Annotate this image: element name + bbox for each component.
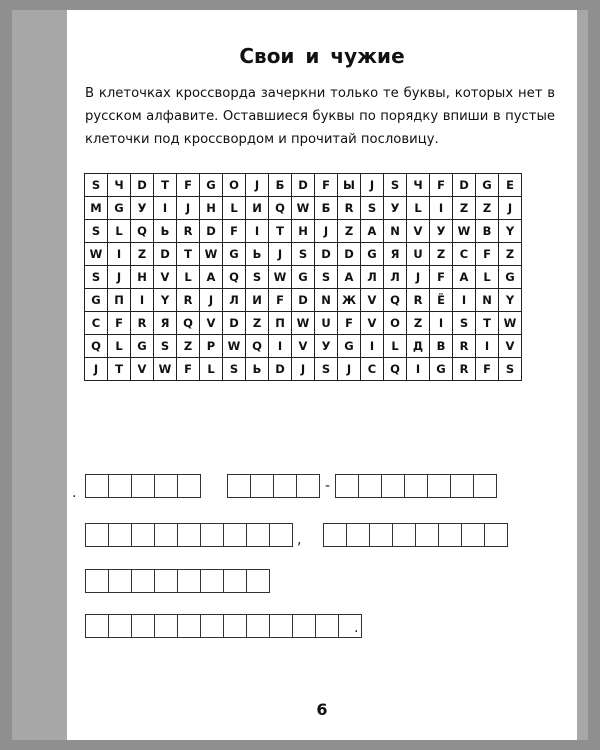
grid-row: [85, 220, 522, 243]
grid-cell[interactable]: R: [407, 289, 430, 312]
grid-cell[interactable]: Ь: [154, 220, 177, 243]
answer-box[interactable]: [335, 474, 359, 498]
grid-cell[interactable]: S: [223, 358, 246, 381]
answer-box[interactable]: [177, 474, 201, 498]
answer-box[interactable]: [292, 614, 316, 638]
grid-cell[interactable]: F: [269, 289, 292, 312]
grid-cell[interactable]: H: [200, 197, 223, 220]
answer-box[interactable]: [200, 523, 224, 547]
grid-cell[interactable]: L: [108, 335, 131, 358]
grid-cell[interactable]: S: [453, 312, 476, 335]
grid-cell[interactable]: V: [361, 312, 384, 335]
answer-box[interactable]: [269, 523, 293, 547]
grid-cell[interactable]: W: [269, 266, 292, 289]
grid-cell[interactable]: V: [499, 335, 522, 358]
grid-cell[interactable]: W: [292, 312, 315, 335]
grid-cell[interactable]: N: [476, 289, 499, 312]
grid-cell[interactable]: J: [407, 266, 430, 289]
grid-cell[interactable]: L: [223, 197, 246, 220]
grid-cell[interactable]: D: [315, 243, 338, 266]
answer-box[interactable]: [250, 474, 274, 498]
grid-cell[interactable]: У: [430, 220, 453, 243]
answer-box[interactable]: [404, 474, 428, 498]
grid-cell[interactable]: D: [453, 174, 476, 197]
answer-box[interactable]: [154, 474, 178, 498]
grid-row: [85, 289, 522, 312]
stray-dot: .: [72, 485, 77, 501]
grid-cell[interactable]: F: [315, 174, 338, 197]
letter-grid: [84, 173, 522, 381]
answer-box[interactable]: [200, 569, 224, 593]
grid-cell[interactable]: D: [223, 312, 246, 335]
grid-cell[interactable]: Ч: [407, 174, 430, 197]
grid-cell[interactable]: S: [315, 358, 338, 381]
answer-box[interactable]: [415, 523, 439, 547]
grid-cell[interactable]: P: [200, 335, 223, 358]
grid-cell[interactable]: I: [361, 335, 384, 358]
grid-cell[interactable]: R: [177, 220, 200, 243]
grid-cell[interactable]: Z: [499, 243, 522, 266]
instructions-text: В клеточках кроссворда зачеркни только те буквы, которых нет в русском алфавите. Оставшиеся буквы по порядку впиши в пустые клеточки под кроссвордом и прочитай пословицу.: [85, 86, 555, 147]
grid-cell[interactable]: W: [85, 243, 108, 266]
answer-box[interactable]: [484, 523, 508, 547]
grid-row: [85, 312, 522, 335]
grid-cell[interactable]: D: [292, 289, 315, 312]
answer-box[interactable]: [381, 474, 405, 498]
grid-cell[interactable]: C: [85, 312, 108, 335]
grid-cell[interactable]: J: [292, 358, 315, 381]
grid-cell[interactable]: E: [499, 174, 522, 197]
grid-cell[interactable]: S: [384, 174, 407, 197]
grid-cell[interactable]: J: [108, 266, 131, 289]
grid-cell[interactable]: S: [315, 266, 338, 289]
grid-cell[interactable]: S: [154, 335, 177, 358]
grid-cell[interactable]: J: [315, 220, 338, 243]
grid-cell[interactable]: D: [338, 243, 361, 266]
grid-row: [85, 174, 522, 197]
grid-cell[interactable]: Q: [131, 220, 154, 243]
grid-cell[interactable]: N: [384, 220, 407, 243]
grid-cell[interactable]: S: [361, 197, 384, 220]
answer-box[interactable]: [108, 474, 132, 498]
grid-cell[interactable]: L: [177, 266, 200, 289]
grid-cell[interactable]: L: [476, 266, 499, 289]
grid-cell[interactable]: Q: [384, 289, 407, 312]
answer-box[interactable]: [154, 569, 178, 593]
grid-cell[interactable]: Д: [407, 335, 430, 358]
answer-box[interactable]: [438, 523, 462, 547]
grid-cell[interactable]: Л: [384, 266, 407, 289]
answer-box[interactable]: [154, 614, 178, 638]
comma-mark: ,: [297, 532, 302, 548]
grid-cell[interactable]: W: [292, 197, 315, 220]
page-title: Свои и чужие: [239, 44, 405, 68]
grid-cell[interactable]: В: [476, 220, 499, 243]
grid-cell[interactable]: Л: [223, 289, 246, 312]
grid-cell[interactable]: У: [131, 197, 154, 220]
grid-cell[interactable]: S: [85, 266, 108, 289]
grid-cell[interactable]: W: [223, 335, 246, 358]
grid-cell[interactable]: П: [269, 312, 292, 335]
grid-cell[interactable]: I: [131, 289, 154, 312]
grid-cell[interactable]: I: [407, 358, 430, 381]
answer-box[interactable]: [108, 614, 132, 638]
answer-box[interactable]: [223, 614, 247, 638]
grid-cell[interactable]: A: [453, 266, 476, 289]
grid-cell[interactable]: У: [384, 197, 407, 220]
answer-word-7: [85, 614, 361, 638]
grid-cell[interactable]: J: [269, 243, 292, 266]
grid-cell[interactable]: S: [292, 243, 315, 266]
answer-box[interactable]: [246, 523, 270, 547]
answer-word-1: [85, 474, 200, 498]
answer-box[interactable]: [223, 523, 247, 547]
answer-box[interactable]: [358, 474, 382, 498]
grid-cell[interactable]: I: [430, 197, 453, 220]
grid-cell[interactable]: Z: [453, 197, 476, 220]
grid-cell[interactable]: S: [85, 174, 108, 197]
page-number: 6: [316, 700, 328, 719]
answer-box[interactable]: [450, 474, 474, 498]
grid-cell[interactable]: M: [85, 197, 108, 220]
grid-cell[interactable]: V: [131, 358, 154, 381]
grid-cell[interactable]: Я: [384, 243, 407, 266]
period-mark: .: [354, 620, 359, 636]
grid-cell[interactable]: W: [499, 312, 522, 335]
grid-cell[interactable]: И: [246, 197, 269, 220]
answer-box[interactable]: [473, 474, 497, 498]
grid-cell[interactable]: G: [131, 335, 154, 358]
grid-cell[interactable]: J: [246, 174, 269, 197]
grid-cell[interactable]: F: [177, 174, 200, 197]
grid-cell[interactable]: A: [361, 220, 384, 243]
grid-cell[interactable]: B: [430, 335, 453, 358]
grid-cell[interactable]: J: [499, 197, 522, 220]
answer-box[interactable]: [131, 523, 155, 547]
grid-cell[interactable]: Ж: [338, 289, 361, 312]
answer-word-3: [335, 474, 496, 498]
grid-cell[interactable]: П: [108, 289, 131, 312]
grid-cell[interactable]: Y: [499, 220, 522, 243]
answer-word-4: [85, 523, 292, 547]
grid-cell[interactable]: Б: [269, 174, 292, 197]
grid-cell[interactable]: U: [315, 312, 338, 335]
grid-row: [85, 197, 522, 220]
worksheet-page: [67, 10, 577, 740]
grid-cell[interactable]: Б: [315, 197, 338, 220]
grid-row: [85, 335, 522, 358]
answer-box[interactable]: [427, 474, 451, 498]
grid-cell[interactable]: Z: [177, 335, 200, 358]
grid-cell[interactable]: L: [384, 335, 407, 358]
grid-cell[interactable]: R: [131, 312, 154, 335]
grid-cell[interactable]: R: [453, 358, 476, 381]
grid-cell[interactable]: J: [361, 174, 384, 197]
answer-box[interactable]: [392, 523, 416, 547]
grid-cell[interactable]: A: [200, 266, 223, 289]
answer-box[interactable]: [85, 523, 109, 547]
grid-cell[interactable]: I: [453, 289, 476, 312]
grid-cell[interactable]: Q: [223, 266, 246, 289]
grid-cell[interactable]: I: [476, 335, 499, 358]
grid-cell[interactable]: J: [338, 358, 361, 381]
answer-box[interactable]: [108, 523, 132, 547]
grid-cell[interactable]: Ы: [338, 174, 361, 197]
answer-box[interactable]: [108, 569, 132, 593]
grid-cell[interactable]: G: [338, 335, 361, 358]
grid-cell[interactable]: V: [361, 289, 384, 312]
grid-cell[interactable]: F: [108, 312, 131, 335]
grid-cell[interactable]: Y: [154, 289, 177, 312]
grid-cell[interactable]: F: [476, 358, 499, 381]
grid-cell[interactable]: R: [453, 335, 476, 358]
grid-cell[interactable]: Z: [407, 312, 430, 335]
answer-box[interactable]: [461, 523, 485, 547]
answer-box[interactable]: [223, 569, 247, 593]
grid-cell[interactable]: H: [131, 266, 154, 289]
grid-cell[interactable]: D: [131, 174, 154, 197]
grid-cell[interactable]: G: [499, 266, 522, 289]
grid-cell[interactable]: Z: [430, 243, 453, 266]
answer-box[interactable]: [269, 614, 293, 638]
grid-cell[interactable]: T: [476, 312, 499, 335]
grid-cell[interactable]: Ё: [430, 289, 453, 312]
grid-cell[interactable]: Q: [246, 335, 269, 358]
grid-cell[interactable]: S: [85, 220, 108, 243]
grid-cell[interactable]: L: [407, 197, 430, 220]
answer-box[interactable]: [177, 614, 201, 638]
grid-cell[interactable]: D: [154, 243, 177, 266]
answer-box[interactable]: [131, 569, 155, 593]
grid-cell[interactable]: C: [453, 243, 476, 266]
answer-word-2: [227, 474, 319, 498]
grid-cell[interactable]: Ч: [108, 174, 131, 197]
grid-cell[interactable]: D: [292, 174, 315, 197]
grid-cell[interactable]: L: [200, 358, 223, 381]
dash-mark: -: [325, 478, 331, 494]
grid-cell[interactable]: Z: [131, 243, 154, 266]
grid-cell[interactable]: G: [430, 358, 453, 381]
grid-cell[interactable]: Q: [269, 197, 292, 220]
grid-cell[interactable]: J: [177, 197, 200, 220]
grid-cell[interactable]: G: [223, 243, 246, 266]
grid-cell[interactable]: V: [292, 335, 315, 358]
grid-cell[interactable]: Z: [246, 312, 269, 335]
answer-box[interactable]: [273, 474, 297, 498]
grid-cell[interactable]: N: [315, 289, 338, 312]
grid-cell[interactable]: И: [246, 289, 269, 312]
grid-cell[interactable]: Q: [177, 312, 200, 335]
answer-box[interactable]: [131, 474, 155, 498]
answer-box[interactable]: [85, 474, 109, 498]
grid-cell[interactable]: S: [246, 266, 269, 289]
grid-cell[interactable]: G: [200, 174, 223, 197]
answer-box[interactable]: [369, 523, 393, 547]
grid-cell[interactable]: I: [246, 220, 269, 243]
grid-cell[interactable]: F: [430, 266, 453, 289]
grid-cell[interactable]: G: [361, 243, 384, 266]
grid-row: [85, 266, 522, 289]
grid-cell[interactable]: F: [223, 220, 246, 243]
answer-word-6: [85, 569, 269, 593]
grid-cell[interactable]: T: [177, 243, 200, 266]
grid-cell[interactable]: S: [499, 358, 522, 381]
grid-cell[interactable]: G: [292, 266, 315, 289]
grid-cell[interactable]: D: [269, 358, 292, 381]
answer-box[interactable]: [296, 474, 320, 498]
grid-row: [85, 243, 522, 266]
grid-cell[interactable]: R: [338, 197, 361, 220]
answer-box[interactable]: [85, 614, 109, 638]
grid-cell[interactable]: F: [430, 174, 453, 197]
grid-cell[interactable]: Y: [499, 289, 522, 312]
grid-cell[interactable]: W: [154, 358, 177, 381]
answer-box[interactable]: [154, 523, 178, 547]
grid-cell[interactable]: C: [361, 358, 384, 381]
grid-cell[interactable]: D: [200, 220, 223, 243]
grid-cell[interactable]: O: [223, 174, 246, 197]
grid-cell[interactable]: Ь: [246, 358, 269, 381]
grid-cell[interactable]: V: [407, 220, 430, 243]
grid-cell[interactable]: У: [315, 335, 338, 358]
grid-cell[interactable]: F: [476, 243, 499, 266]
grid-cell[interactable]: Ь: [246, 243, 269, 266]
answer-word-5: [323, 523, 507, 547]
grid-cell[interactable]: R: [177, 289, 200, 312]
grid-cell[interactable]: W: [453, 220, 476, 243]
answer-box[interactable]: [177, 523, 201, 547]
grid-cell[interactable]: G: [108, 197, 131, 220]
answer-box[interactable]: [323, 523, 347, 547]
grid-cell[interactable]: H: [292, 220, 315, 243]
grid-cell[interactable]: Q: [384, 358, 407, 381]
answer-box[interactable]: [131, 614, 155, 638]
grid-cell[interactable]: I: [108, 243, 131, 266]
grid-cell[interactable]: Л: [361, 266, 384, 289]
answer-box[interactable]: [315, 614, 339, 638]
grid-cell[interactable]: J: [85, 358, 108, 381]
answer-box[interactable]: [85, 569, 109, 593]
answer-box[interactable]: [200, 614, 224, 638]
grid-row: [85, 358, 522, 381]
grid-cell[interactable]: A: [338, 266, 361, 289]
grid-cell[interactable]: G: [85, 289, 108, 312]
grid-cell[interactable]: Z: [338, 220, 361, 243]
grid-cell[interactable]: G: [476, 174, 499, 197]
answer-box[interactable]: [177, 569, 201, 593]
grid-cell[interactable]: T: [108, 358, 131, 381]
answer-box[interactable]: [227, 474, 251, 498]
grid-cell[interactable]: U: [407, 243, 430, 266]
grid-cell[interactable]: I: [269, 335, 292, 358]
grid-cell[interactable]: V: [200, 312, 223, 335]
grid-cell[interactable]: V: [154, 266, 177, 289]
grid-cell[interactable]: Q: [85, 335, 108, 358]
grid-cell[interactable]: F: [338, 312, 361, 335]
grid-cell[interactable]: O: [384, 312, 407, 335]
grid-cell[interactable]: Z: [476, 197, 499, 220]
answer-box[interactable]: [246, 569, 270, 593]
grid-cell[interactable]: F: [177, 358, 200, 381]
grid-cell[interactable]: T: [154, 174, 177, 197]
grid-cell[interactable]: I: [430, 312, 453, 335]
grid-cell[interactable]: I: [154, 197, 177, 220]
grid-cell[interactable]: L: [108, 220, 131, 243]
grid-cell[interactable]: Я: [154, 312, 177, 335]
answer-box[interactable]: [346, 523, 370, 547]
grid-cell[interactable]: T: [269, 220, 292, 243]
page-frame: [12, 10, 588, 740]
grid-cell[interactable]: W: [200, 243, 223, 266]
answer-box[interactable]: [246, 614, 270, 638]
grid-cell[interactable]: J: [200, 289, 223, 312]
